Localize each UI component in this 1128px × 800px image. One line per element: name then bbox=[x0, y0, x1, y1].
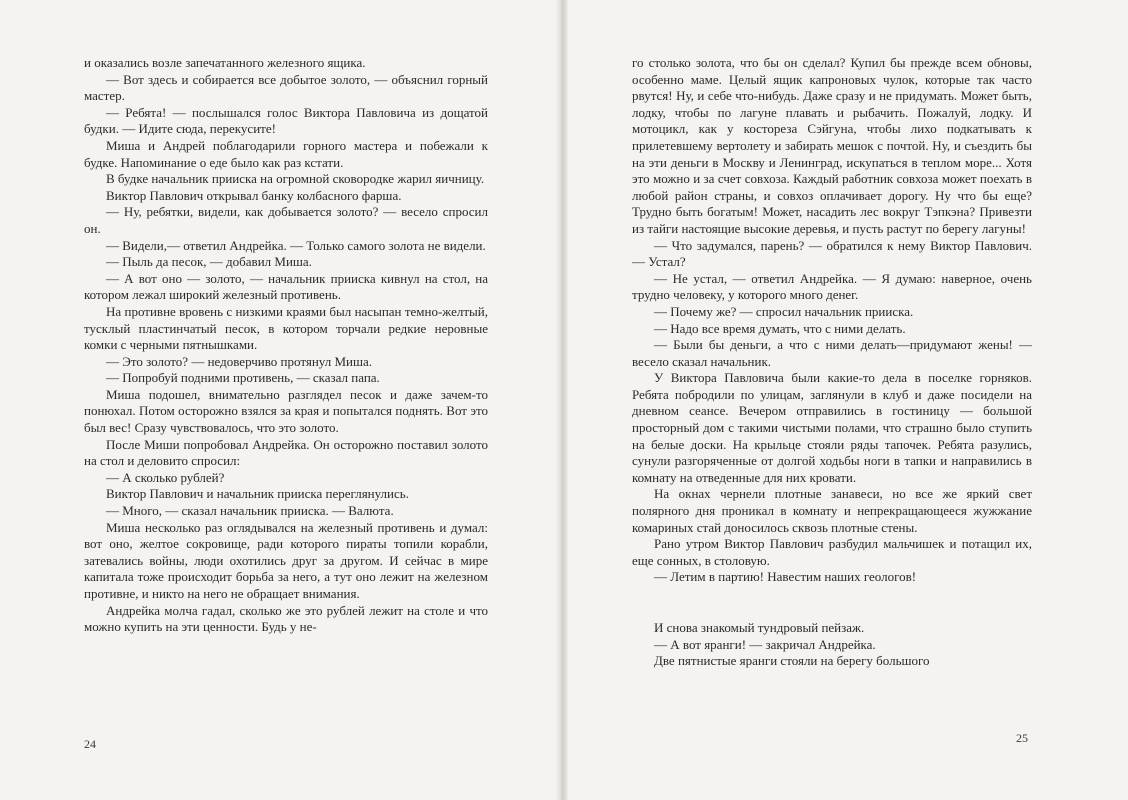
section-break bbox=[632, 586, 1032, 620]
paragraph: Андрейка молча гадал, сколько же это рублей лежит на столе и что можно купить на эти ценности. Будь у не- bbox=[84, 602, 488, 635]
paragraph: — А вот оно — золото, — начальник прииска кивнул на стол, на котором лежал широкий железный противень. bbox=[84, 270, 488, 303]
left-page bbox=[0, 0, 562, 800]
paragraph: На окнах чернели плотные занавеси, но все же яркий свет полярного дня проникал в комнату и непрекращающееся жужжание комариных стай доносилось сквозь плотные стены. bbox=[632, 486, 1032, 535]
paragraph: — Это золото? — недоверчиво протянул Миша. bbox=[106, 353, 372, 369]
paragraph: Виктор Павлович открывал банку колбасного фарша. bbox=[106, 187, 402, 203]
paragraph: — Пыль да песок, — добавил Миша. bbox=[106, 254, 312, 270]
paragraph: — Что задумался, парень? — обратился к нему Виктор Павлович. — Устал? bbox=[632, 237, 1032, 270]
left-page-text bbox=[84, 55, 488, 636]
paragraph: Миша и Андрей поблагодарили горного мастера и побежали к будке. Напоминание о еде было как раз кстати. bbox=[84, 137, 488, 170]
paragraph: — Почему же? — спросил начальник прииска. bbox=[654, 303, 914, 319]
paragraph: го столько золота, что бы он сделал? Купил бы прежде всем обновы, особенно маме. Целый ящик капроновых чулок, которые так часто рвутся! Ну, и себе что-нибудь. Даже сразу и не придумать. Может быть, лодку, чтобы по лагуне плавать и рыбачить. Пожалуй, лодку. И мотоцикл, как у костореза Сэйгуна, чтобы лихо подкатывать к прилетевшему вертолету и забирать мешок с почтой. Ну, и съездить бы на эти деньги в Москву и Ленинград, искупаться в теплом море... Хотя это можно и за счет совхоза. Каждый работник совхоза может поехать в любой район страны, и совхоз оплачивает дорогу. Ну что бы еще? Трудно быть богатым! Может, насадить лес вокруг Тэпкэна? Привезти из тайги настоящие высокие деревья, и пусть растут по берегу лагуны! bbox=[632, 55, 1032, 236]
paragraph: У Виктора Павловича были какие-то дела в поселке горняков. Ребята побродили по улицам, заглянули в клуб и даже посидели на дневном сеансе. Вечером отправились в гостиницу — большой просторный дом с такими чистыми полами, что страшно было ступить на белые доски. На крыльце стояли ряды тапочек. Ребята разулись, сунули разгоряченные от долгой ходьбы ноги в тапки и направились в комнату на отведенные для них кровати. bbox=[632, 370, 1032, 485]
paragraph: — Летим в партию! Навестим наших геологов! bbox=[654, 569, 917, 585]
left-page-number: 24 bbox=[84, 737, 96, 751]
paragraph: — Попробуй подними противень, — сказал папа. bbox=[106, 370, 380, 386]
paragraph: В будке начальник прииска на огромной сковородке жарил яичницу. bbox=[106, 171, 485, 187]
right-page-text bbox=[632, 55, 1032, 670]
paragraph: Миша подошел, внимательно разглядел песок и даже зачем-то понюхал. Потом осторожно взялся за края и попытался поднять. Вот это был вес! Сразу чувствовалось, что это золото. bbox=[84, 386, 488, 436]
paragraph: — А вот яранги! — закричал Андрейка. bbox=[654, 636, 876, 652]
paragraph: — Вот здесь и собирается все добытое золото, — объяснил горный мастер. bbox=[84, 71, 488, 104]
right-page-number: 25 bbox=[1016, 731, 1028, 745]
paragraph: — Много, — сказал начальник прииска. — Валюта. bbox=[106, 503, 394, 519]
book-gutter bbox=[556, 0, 568, 800]
paragraph: Две пятнистые яранги стояли на берегу большого bbox=[654, 653, 930, 669]
right-page bbox=[562, 0, 1128, 800]
paragraph: — Ну, ребятки, видели, как добывается золото? — весело спросил он. bbox=[84, 204, 488, 236]
paragraph: — Ребята! — послышался голос Виктора Павловича из дощатой будки. — Идите сюда, перекусите! bbox=[84, 104, 488, 137]
paragraph: Рано утром Виктор Павлович разбудил мальчишек и потащил их, еще сонных, в столовую. bbox=[632, 536, 1032, 568]
paragraph: — Были бы деньги, а что с ними делать—придумают жены! — весело сказал начальник. bbox=[632, 337, 1032, 369]
paragraph: И снова знакомый тундровый пейзаж. bbox=[654, 620, 865, 635]
paragraph: Виктор Павлович и начальник прииска переглянулись. bbox=[106, 486, 409, 502]
paragraph: и оказались возле запечатанного железного ящика. bbox=[84, 55, 366, 70]
paragraph: — Надо все время думать, что с ними делать. bbox=[654, 320, 906, 336]
paragraph: — Видели,— ответил Андрейка. — Только самого золота не видели. bbox=[106, 237, 486, 253]
paragraph: — А сколько рублей? bbox=[106, 469, 225, 485]
paragraph: Миша несколько раз оглядывался на железный противень и думал: вот оно, желтое сокровище, ради которого пираты топили корабли, затевались войны, люди охотились друг за другом. И сейчас в мире капитала тоже происходит борьба за него, а тут оно лежит на железном противне, и никто на него не обращает внимания. bbox=[84, 519, 488, 601]
paragraph: На противне вровень с низкими краями был насыпан темно-желтый, тусклый пластинчатый песок, в котором торчали редкие неровные комки с черными пятнышками. bbox=[84, 303, 488, 353]
paragraph: После Миши попробовал Андрейка. Он осторожно поставил золото на стол и деловито спросил: bbox=[84, 436, 488, 469]
paragraph: — Не устал, — ответил Андрейка. — Я думаю: наверное, очень трудно человеку, у которого много денег. bbox=[632, 270, 1032, 303]
